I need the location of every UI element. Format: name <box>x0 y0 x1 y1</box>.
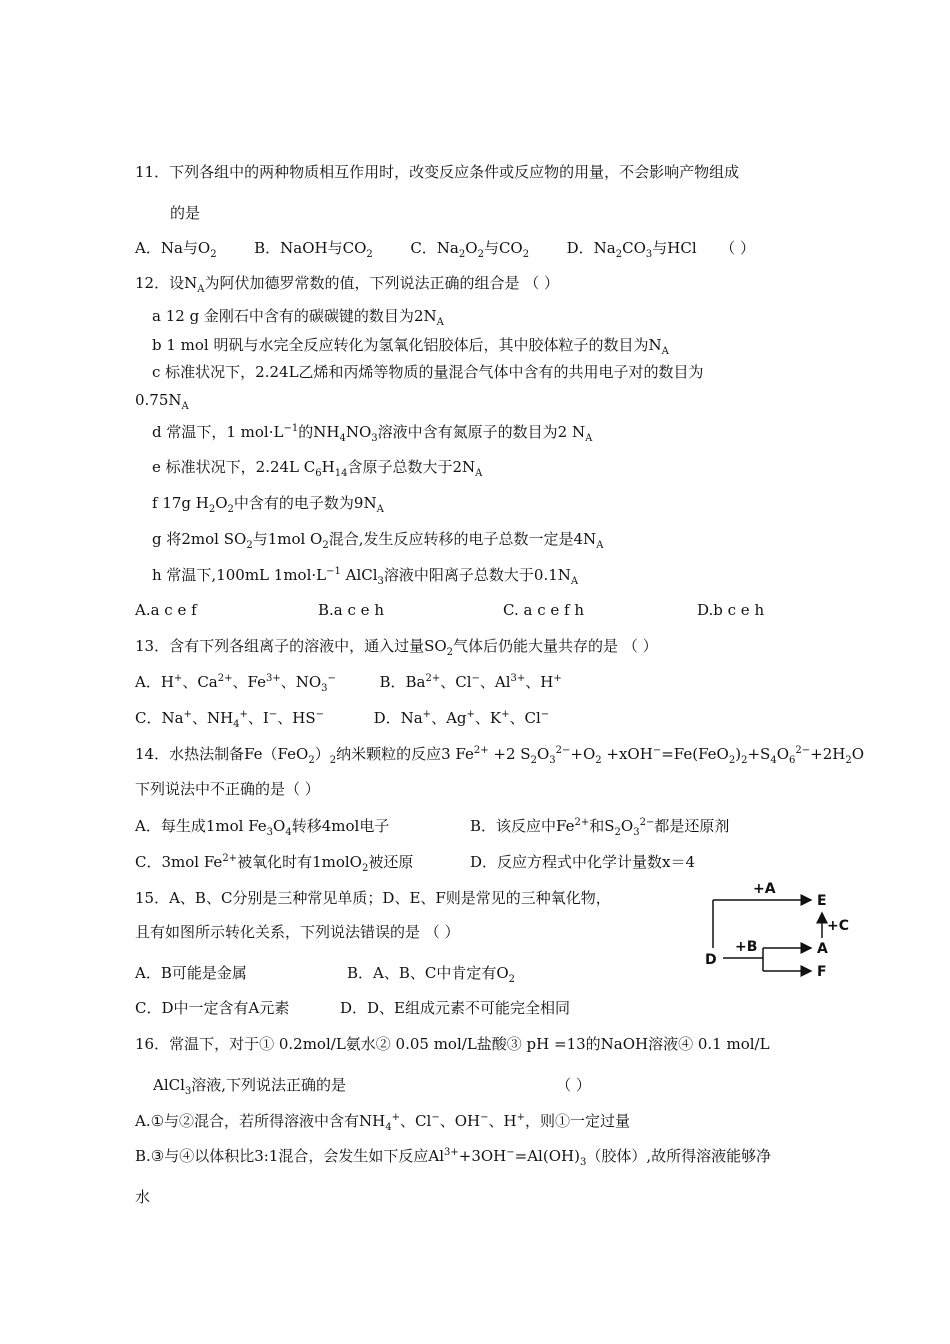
label-plus-c: +C <box>827 918 850 934</box>
q15-option-b: B．A、B、C中肯定有$O_2$ <box>347 964 516 985</box>
q15-option-d: D．D、E组成元素不可能完全相同 <box>340 999 571 1017</box>
q16-option-a: A.①与②混合，若所得溶液中含有$NH_4^+$、Cl−、OH−、H+，则①一定过量 <box>135 1112 630 1133</box>
q14-option-b: B．该反应中$Fe^{2+}$和$S_2O_3^{2-}$都是还原剂 <box>470 817 730 838</box>
q12-item-a: a 12 g 金刚石中含有的碳碳键的数目为$2N_A$ <box>152 307 444 328</box>
q11-option-b: B．NaOH与$CO_2$ <box>254 239 373 260</box>
q13-option-b: B．$Ba^{2+}$、Cl−、$Al^{3+}$、H+ <box>379 673 562 691</box>
q13-option-a: A．H+、$Ca^{2+}$、$Fe^{3+}$、$NO_3^-$ <box>135 673 336 694</box>
q14-stem-cont: 下列说法中不正确的是（ ） <box>135 780 320 798</box>
q12-item-c-cont: $0.75N_A$ <box>135 391 189 412</box>
q11-options <box>135 238 755 258</box>
q12-item-h: h 常温下,100mL $1mol\cdot L^{-1}$ AlCl$_3$溶液中阳离子总数大于$0.1N_A$ <box>152 566 579 587</box>
q15-option-a: A．B可能是金属 <box>135 964 247 982</box>
q16-option-b: B.③与④以体积比3:1混合，会发生如下反应$Al^{3+}+3OH^-=Al(OH)_3$（胶体）,故所得溶液能够净 <box>135 1147 772 1168</box>
q11-option-a: A．Na与$O_2$ <box>135 239 217 260</box>
q13-option-d: D．Na+、Ag+、K+、Cl− <box>373 709 550 727</box>
label-f: F <box>817 964 827 980</box>
q12-item-g: g 将2mol $SO_2$与1mol $O_2$混合,发生反应转移的电子总数一定是$4N_A$ <box>152 530 604 551</box>
q12-item-c: c 标准状况下，2.24L乙烯和丙烯等物质的量混合气体中含有的共用电子对的数目为 <box>152 363 704 381</box>
q16-stem-cont: AlCl$_3$溶液,下列说法正确的是 （ ） <box>153 1076 591 1097</box>
q12-answer-b: B.a c e h <box>318 601 384 619</box>
q13-option-c: C．Na+、$NH_4^+$、I−、HS− <box>135 709 324 730</box>
q14-stem: 14．水热法制备$Fe(FeO_2)_2$纳米颗粒的反应3 $Fe^{2+} +2$ $S_2O_3^{2-}+O_2 +xOH^-=Fe(FeO_2)_2+S_4O_6^{2-}+2H_2O$ <box>135 745 865 766</box>
label-plus-b: +B <box>735 939 758 955</box>
q13-options-ab <box>135 672 562 692</box>
q16-stem: 16．常温下，对于① 0.2mol/L氨水② 0.05 mol/L盐酸③ pH =13的NaOH溶液④ 0.1 mol/L <box>135 1035 770 1053</box>
conversion-diagram <box>705 878 855 988</box>
q12-answer-a: A.a c e f <box>135 601 197 619</box>
q13-stem: 13．含有下列各组离子的溶液中，通入过量$SO_2$气体后仍能大量共存的是 （ ） <box>135 637 658 658</box>
q12-item-e: e 标准状况下，2.24L $C_6H_{14}$含原子总数大于$2N_A$ <box>152 458 483 479</box>
q14-option-c: C．3mol $Fe^{2+}$被氧化时有1molO$_2$被还原 <box>135 853 414 874</box>
q14-option-a: A．每生成1mol $Fe_3O_4$转移4mol电子 <box>135 817 390 838</box>
label-plus-a: +A <box>753 881 776 897</box>
q12-answer-d: D.b c e h <box>697 601 765 619</box>
q11-answer-paren: （ ） <box>720 239 755 257</box>
q12-item-f: f 17g $H_2O_2$中含有的电子数为$9N_A$ <box>152 494 384 515</box>
q13-options-cd <box>135 708 549 728</box>
q12-answer-c: C. a c e f h <box>503 601 584 619</box>
q12-stem: 12．设$N_A$为阿伏加德罗常数的值，下列说法正确的组合是 （ ） <box>135 274 559 295</box>
q16-option-b-cont: 水 <box>135 1188 151 1206</box>
q15-option-c: C．D中一定含有A元素 <box>135 999 290 1017</box>
q12-item-d: d 常温下，1 $mol\cdot L^{-1}$的$NH_4NO_3$溶液中含有氮原子的数目为2 $N_A$ <box>152 423 593 444</box>
q11-stem-cont: 的是 <box>170 204 201 222</box>
label-a: A <box>817 941 828 957</box>
label-e: E <box>817 893 827 909</box>
q11-stem: 11．下列各组中的两种物质相互作用时，改变反应条件或反应物的用量，不会影响产物组成 <box>135 163 740 181</box>
q12-item-b: b 1 mol 明矾与水完全反应转化为氢氧化铝胶体后，其中胶体粒子的数目为$N_A$ <box>152 336 669 357</box>
q15-stem-cont: 且有如图所示转化关系，下列说法错误的是 （ ） <box>135 923 460 941</box>
q15-stem: 15．A、B、C分别是三种常见单质；D、E、F则是常见的三种氧化物， <box>135 889 611 907</box>
q11-option-d: D．$Na_2CO_3$与HCl <box>566 239 697 260</box>
label-d: D <box>705 952 717 968</box>
q11-option-c: C．$Na_2O_2$与$CO_2$ <box>410 239 530 260</box>
q14-option-d: D．反应方程式中化学计量数x＝4 <box>470 853 696 871</box>
